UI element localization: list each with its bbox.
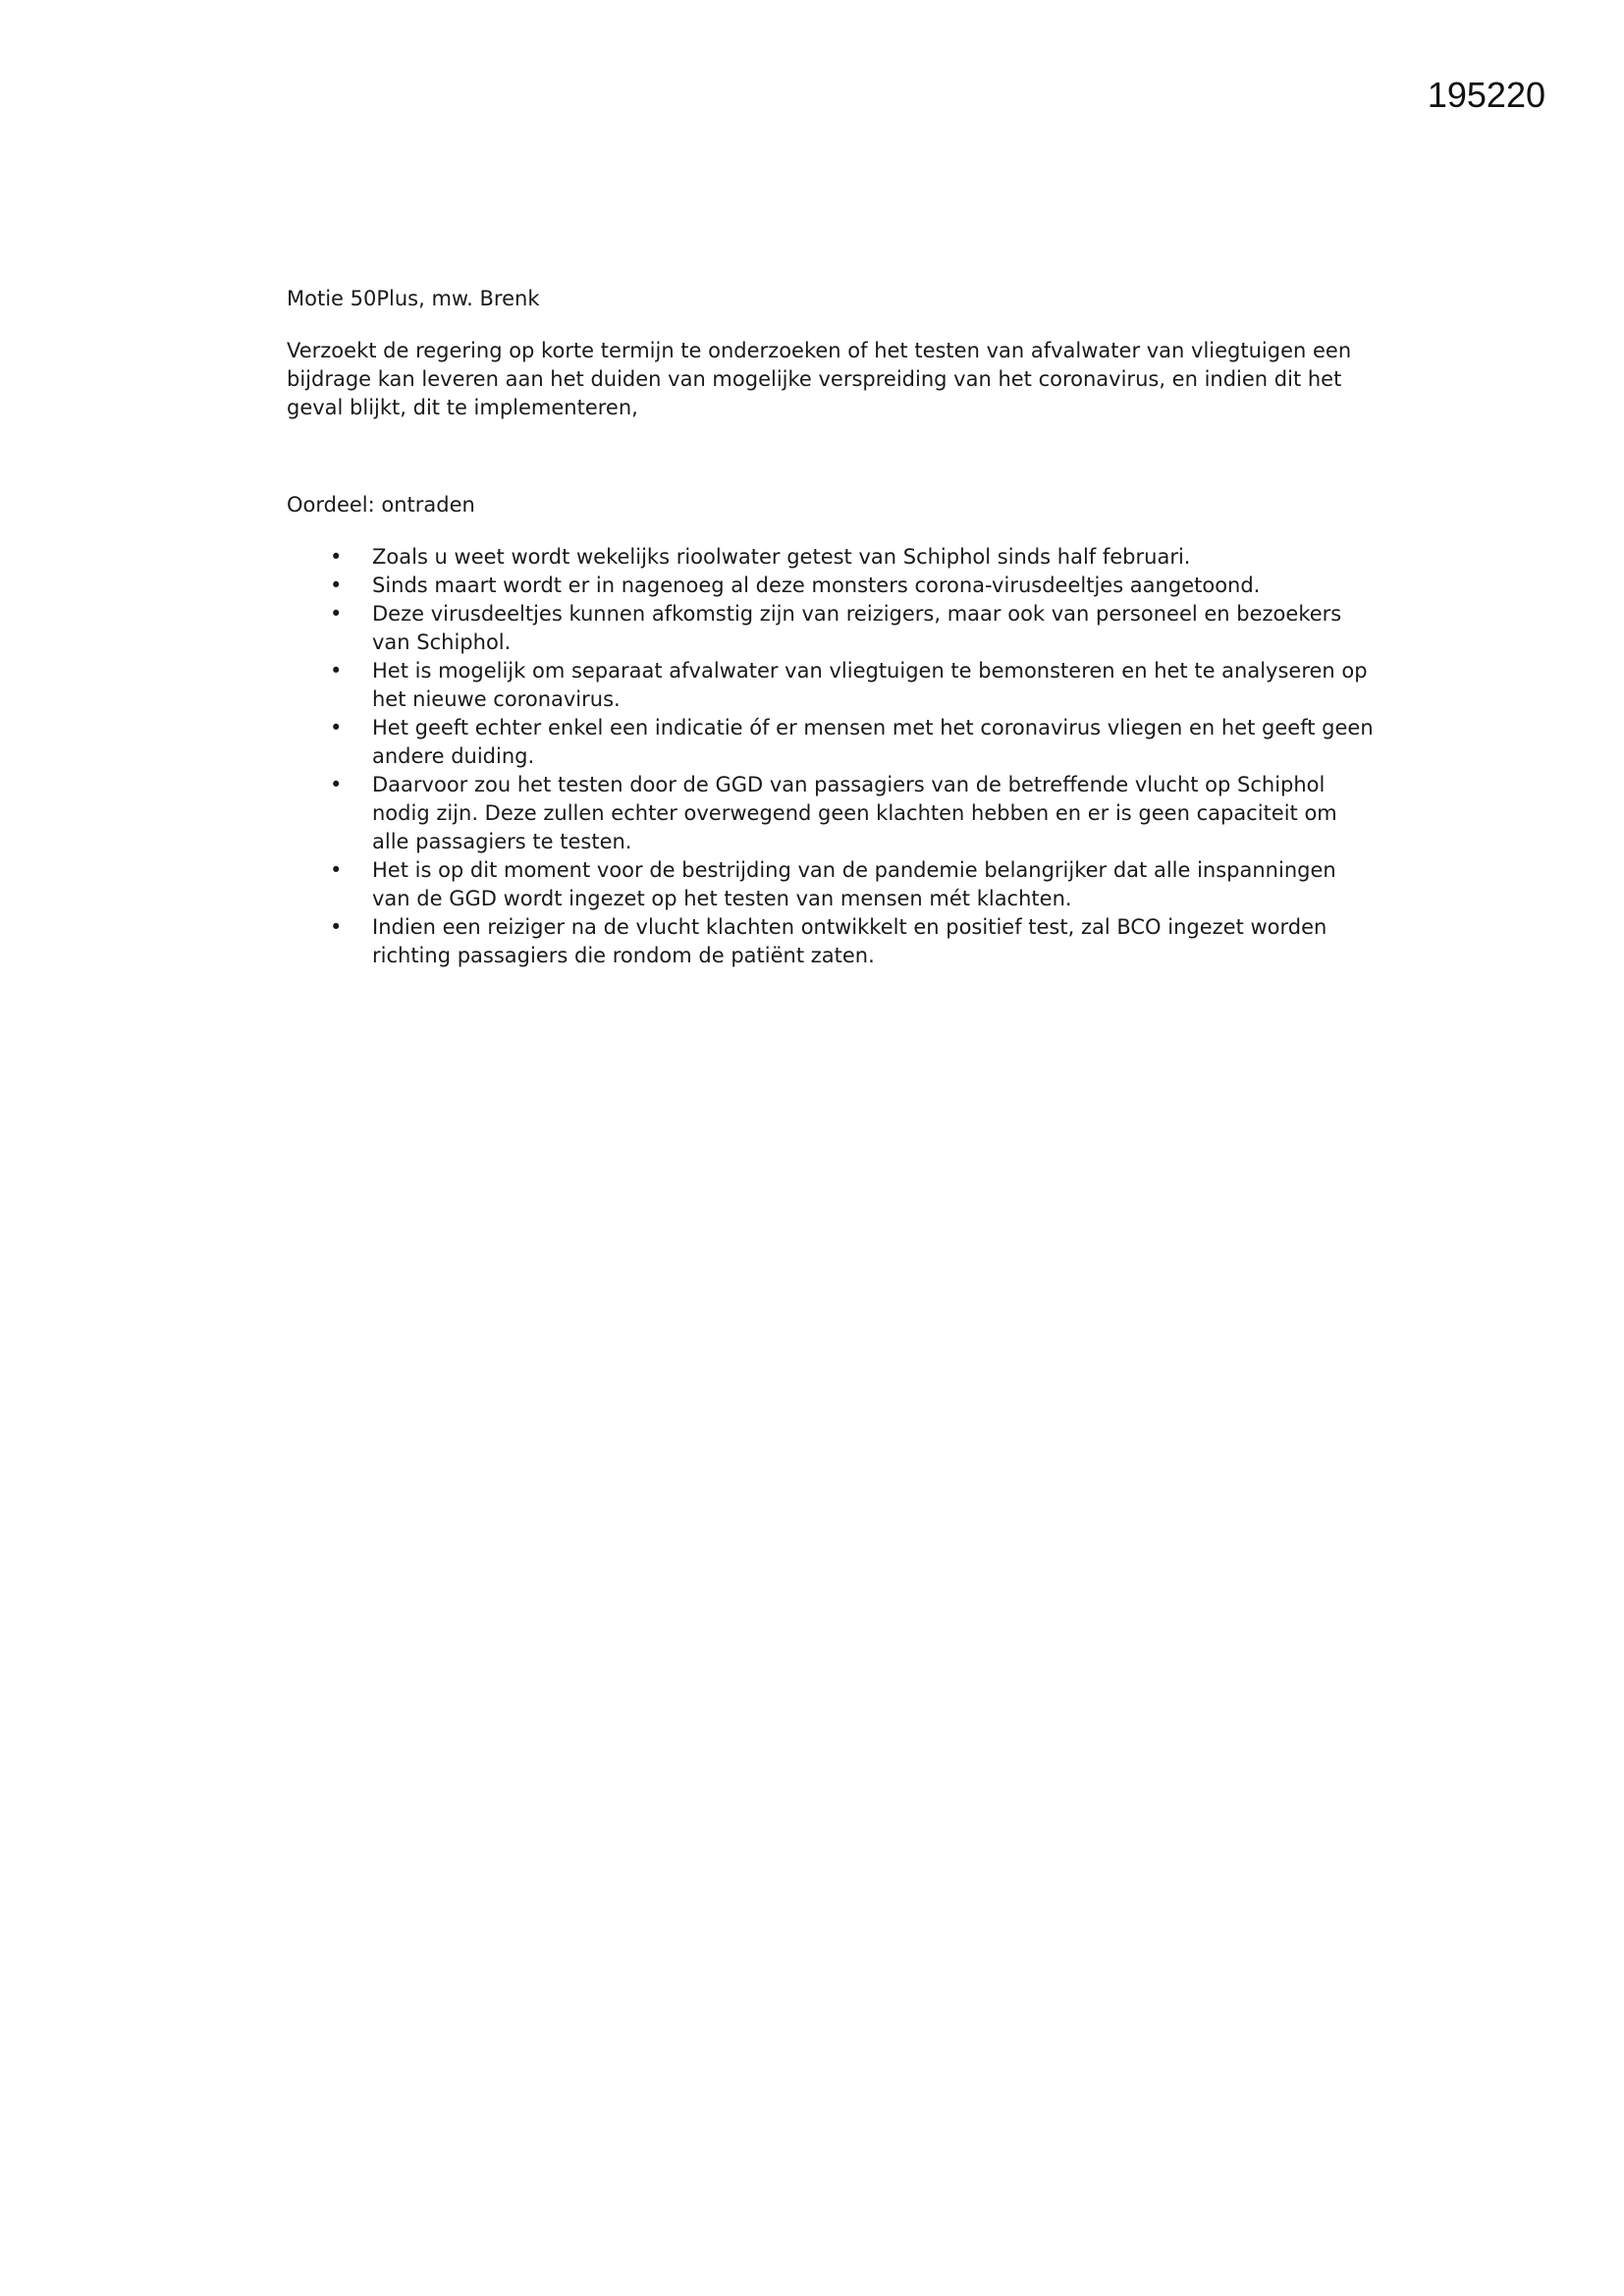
argument-item: • Sinds maart wordt er in nagenoeg al deze monsters corona-virusdeeltjes aangetoond. bbox=[287, 572, 1377, 600]
motion-text: Verzoekt de regering op korte termijn te onderzoeken of het testen van afvalwater van vliegtuigen een bijdrage kan leveren aan het duiden van mogelijke verspreiding van het coronavirus, en indien dit het geval blijkt, dit te implementeren, bbox=[287, 339, 1352, 419]
document-body bbox=[287, 285, 1377, 970]
argument-list bbox=[287, 543, 1377, 970]
judgement: Oordeel: ontraden bbox=[287, 493, 475, 517]
argument-item: • Daarvoor zou het testen door de GGD van passagiers van de betreffende vlucht op Schiphol nodig zijn. Deze zullen echter overwegend geen klachten hebben en er is geen capaciteit om alle passagiers te testen. bbox=[287, 771, 1377, 856]
argument-item: • Zoals u weet wordt wekelijks rioolwater getest van Schiphol sinds half februari. bbox=[287, 543, 1377, 572]
argument-item: • Het is mogelijk om separaat afvalwater van vliegtuigen te bemonsteren en het te analyseren op het nieuwe coronavirus. bbox=[287, 657, 1377, 714]
motion-title: Motie 50Plus, mw. Brenk bbox=[287, 287, 540, 310]
argument-item: • Het geeft echter enkel een indicatie óf er mensen met het coronavirus vliegen en het geeft geen andere duiding. bbox=[287, 714, 1377, 771]
argument-item: • Het is op dit moment voor de bestrijding van de pandemie belangrijker dat alle inspanningen van de GGD wordt ingezet op het testen van mensen mét klachten. bbox=[287, 856, 1377, 913]
document-number: 195220 bbox=[1427, 75, 1545, 115]
argument-item: • Indien een reiziger na de vlucht klachten ontwikkelt en positief test, zal BCO ingezet worden richting passagiers die rondom de patiënt zaten. bbox=[287, 913, 1377, 970]
argument-item: • Deze virusdeeltjes kunnen afkomstig zijn van reizigers, maar ook van personeel en bezoekers van Schiphol. bbox=[287, 600, 1377, 657]
